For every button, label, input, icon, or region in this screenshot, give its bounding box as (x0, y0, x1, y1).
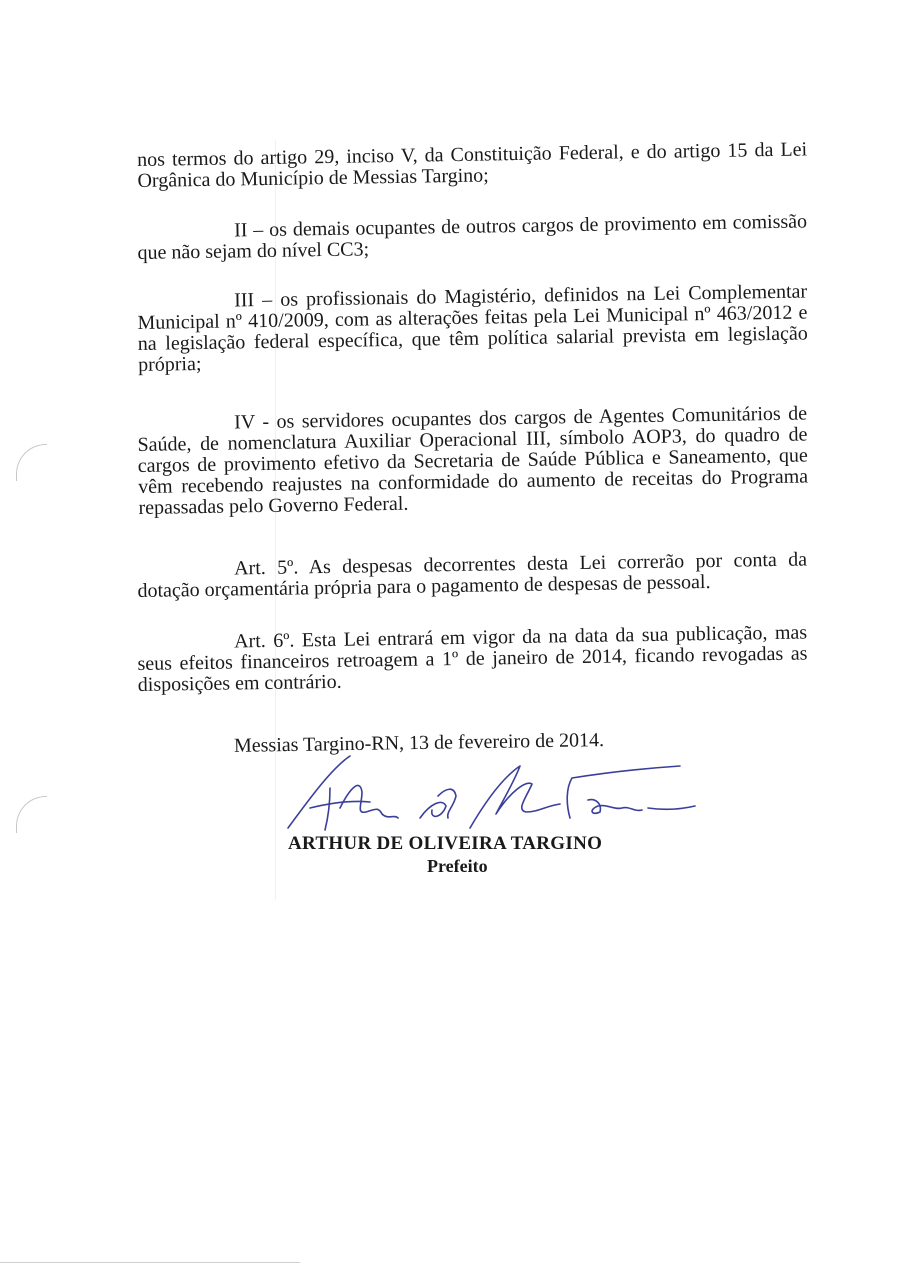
handwritten-signature (270, 748, 710, 838)
article-6 (137, 622, 808, 696)
article-5 (137, 549, 808, 602)
paragraph-item-ii (137, 211, 808, 264)
signer-name: ARTHUR DE OLIVEIRA TARGINO (288, 833, 603, 854)
date-line: Messias Targino-RN, 13 de fevereiro de 2014. (233, 729, 605, 757)
signer-title: Prefeito (427, 856, 488, 876)
scan-edge-line (0, 1262, 300, 1263)
paragraph-text: IV - os servidores ocupantes dos cargos de Agentes Comunitários de Saúde, de nomenclatura Auxiliar Operacional III, símbolo AOP3, do quadro de cargos de provimento efetivo da Secretaria de Saúde Pública e Saneamento, que vêm recebendo reajustes na conformidade do aumento de receitas do Programa repassadas pelo Governo Federal. (137, 402, 809, 519)
paragraph-item-iii (137, 281, 808, 376)
paragraph-text: nos termos do artigo 29, inciso V, da Constituição Federal, e do artigo 15 da Lei Orgânica do Município de Messias Targino; (136, 138, 808, 192)
paragraph-text: Art. 6º. Esta Lei entrará em vigor da na data da sua publicação, mas seus efeitos financeiros retroagem a 1º de janeiro de 2014, ficando revogadas as disposições em contrário. (137, 621, 808, 696)
punch-hole-mark (16, 796, 47, 833)
paragraph-text: Art. 5º. As despesas decorrentes desta Lei correrão por conta da dotação orçamentária própria para o pagamento de despesas de pessoal. (137, 548, 808, 602)
punch-hole-mark (16, 444, 47, 481)
paragraph-item-iv (137, 403, 809, 519)
paragraph-text: III – os profissionais do Magistério, definidos na Lei Complementar Municipal nº 410/2009, com as alterações feitas pela Lei Municipal nº 463/2012 e na legislação federal específica, que têm política salarial prevista em legislação própria; (137, 280, 808, 376)
paragraph-text: II – os demais ocupantes de outros cargos de provimento em comissão que não sejam do nível CC3; (137, 210, 808, 264)
paragraph-continuation (137, 139, 808, 192)
